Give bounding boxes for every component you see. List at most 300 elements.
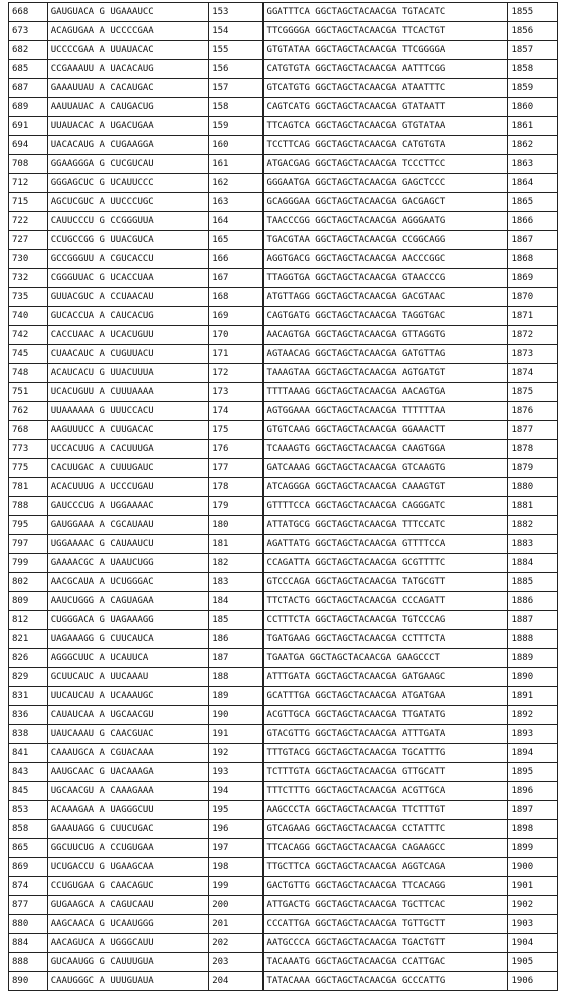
seq-id-cell: 1891 [508, 687, 558, 706]
rna-sequence-cell: UAUCAAAU G CAACGUAC [47, 725, 208, 744]
table-row [9, 22, 558, 41]
seq-id-cell: 1905 [508, 953, 558, 972]
table-row [9, 649, 558, 668]
rna-sequence-cell: GAUGGAAA A CGCAUAAU [47, 516, 208, 535]
seq-id-cell: 1901 [508, 877, 558, 896]
dnazyme-sequence-cell: GTCAGAAG GGCTAGCTACAACGA CCTATTTC [263, 820, 508, 839]
seq-id-cell: 186 [209, 630, 263, 649]
table-row [9, 858, 558, 877]
position-cell: 838 [9, 725, 48, 744]
table-row [9, 896, 558, 915]
dnazyme-sequence-cell: TGATGAAG GGCTAGCTACAACGA CCTTTCTA [263, 630, 508, 649]
dnazyme-sequence-cell: ATTTGATA GGCTAGCTACAACGA GATGAAGC [263, 668, 508, 687]
rna-sequence-cell: GAUGUACA G UGAAAUCC [47, 3, 208, 22]
rna-sequence-cell: GGGAGCUC G UCAUUCCC [47, 174, 208, 193]
seq-id-cell: 202 [209, 934, 263, 953]
table-row [9, 592, 558, 611]
dnazyme-sequence-cell: AATGCCCA GGCTAGCTACAACGA TGACTGTT [263, 934, 508, 953]
position-cell: 843 [9, 763, 48, 782]
table-row [9, 516, 558, 535]
position-cell: 853 [9, 801, 48, 820]
dnazyme-sequence-cell: TTTCTTTG GGCTAGCTACAACGA ACGTTGCA [263, 782, 508, 801]
seq-id-cell: 1882 [508, 516, 558, 535]
seq-id-cell: 1898 [508, 820, 558, 839]
seq-id-cell: 198 [209, 858, 263, 877]
seq-id-cell: 160 [209, 136, 263, 155]
seq-id-cell: 203 [209, 953, 263, 972]
seq-id-cell: 1899 [508, 839, 558, 858]
rna-sequence-cell: UCACUGUU A CUUUAAAA [47, 383, 208, 402]
table-row [9, 915, 558, 934]
seq-id-cell: 184 [209, 592, 263, 611]
seq-id-cell: 175 [209, 421, 263, 440]
rna-sequence-cell: AAGCAACA G UCAAUGGG [47, 915, 208, 934]
seq-id-cell: 192 [209, 744, 263, 763]
rna-sequence-cell: UUCAUCAU A UCAAAUGC [47, 687, 208, 706]
seq-id-cell: 174 [209, 402, 263, 421]
rna-sequence-cell: ACAUCACU G UUACUUUA [47, 364, 208, 383]
seq-id-cell: 1876 [508, 402, 558, 421]
seq-id-cell: 1873 [508, 345, 558, 364]
seq-id-cell: 1895 [508, 763, 558, 782]
rna-sequence-cell: UCCACUUG A CACUUUGA [47, 440, 208, 459]
position-cell: 809 [9, 592, 48, 611]
dnazyme-sequence-cell: GACTGTTG GGCTAGCTACAACGA TTCACAGG [263, 877, 508, 896]
rna-sequence-cell: AAUUAUAC A CAUGACUG [47, 98, 208, 117]
seq-id-cell: 1896 [508, 782, 558, 801]
seq-id-cell: 1857 [508, 41, 558, 60]
table-row [9, 839, 558, 858]
seq-id-cell: 1902 [508, 896, 558, 915]
seq-id-cell: 1860 [508, 98, 558, 117]
seq-id-cell: 1888 [508, 630, 558, 649]
dnazyme-sequence-cell: GGATTTCA GGCTAGCTACAACGA TGTACATC [263, 3, 508, 22]
rna-sequence-cell: AGGGCUUC A UCAUUCA [47, 649, 208, 668]
table-row [9, 155, 558, 174]
table-row [9, 554, 558, 573]
dnazyme-sequence-cell: AGATTATG GGCTAGCTACAACGA GTTTTCCA [263, 535, 508, 554]
rna-sequence-cell: GAAAUUAU A CACAUGAC [47, 79, 208, 98]
seq-id-cell: 1872 [508, 326, 558, 345]
seq-id-cell: 181 [209, 535, 263, 554]
seq-id-cell: 157 [209, 79, 263, 98]
rna-sequence-cell: GCUUCAUC A UUCAAAU [47, 668, 208, 687]
seq-id-cell: 191 [209, 725, 263, 744]
position-cell: 712 [9, 174, 48, 193]
rna-sequence-cell: UACACAUG A CUGAAGGA [47, 136, 208, 155]
seq-id-cell: 164 [209, 212, 263, 231]
rna-sequence-cell: GGCUUCUG A CCUGUGAA [47, 839, 208, 858]
table-row [9, 820, 558, 839]
seq-id-cell: 169 [209, 307, 263, 326]
seq-id-cell: 1866 [508, 212, 558, 231]
rna-sequence-cell: GAAAUAGG G CUUCUGAC [47, 820, 208, 839]
dnazyme-sequence-cell: TTTTAAAG GGCTAGCTACAACGA AACAGTGA [263, 383, 508, 402]
seq-id-cell: 1863 [508, 155, 558, 174]
dnazyme-sequence-cell: CCTTTCTA GGCTAGCTACAACGA TGTCCCAG [263, 611, 508, 630]
rna-sequence-cell: CUAACAUC A CUGUUACU [47, 345, 208, 364]
dnazyme-sequence-cell: CAGTGATG GGCTAGCTACAACGA TAGGTGAC [263, 307, 508, 326]
table-row [9, 573, 558, 592]
rna-sequence-cell: UGGAAAAC G CAUAAUCU [47, 535, 208, 554]
dnazyme-sequence-cell: GTACGTTG GGCTAGCTACAACGA ATTTGATA [263, 725, 508, 744]
rna-sequence-cell: ACAAAGAA A UAGGGCUU [47, 801, 208, 820]
table-row [9, 174, 558, 193]
seq-id-cell: 185 [209, 611, 263, 630]
table-row [9, 269, 558, 288]
position-cell: 762 [9, 402, 48, 421]
position-cell: 730 [9, 250, 48, 269]
dnazyme-sequence-cell: GTCATGTG GGCTAGCTACAACGA ATAATTTC [263, 79, 508, 98]
seq-id-cell: 178 [209, 478, 263, 497]
seq-id-cell: 167 [209, 269, 263, 288]
position-cell: 829 [9, 668, 48, 687]
seq-id-cell: 176 [209, 440, 263, 459]
rna-sequence-cell: CAAUGGGC A UUUGUAUA [47, 972, 208, 991]
position-cell: 742 [9, 326, 48, 345]
rna-sequence-cell: AGCUCGUC A UUCCCUGC [47, 193, 208, 212]
position-cell: 884 [9, 934, 48, 953]
table-row [9, 801, 558, 820]
dnazyme-sequence-cell: TCAAAGTG GGCTAGCTACAACGA CAAGTGGA [263, 440, 508, 459]
seq-id-cell: 1887 [508, 611, 558, 630]
dnazyme-sequence-cell: GGGAATGA GGCTAGCTACAACGA GAGCTCCC [263, 174, 508, 193]
dnazyme-sequence-cell: GCATTTGA GGCTAGCTACAACGA ATGATGAA [263, 687, 508, 706]
seq-id-cell: 158 [209, 98, 263, 117]
position-cell: 812 [9, 611, 48, 630]
position-cell: 836 [9, 706, 48, 725]
seq-id-cell: 155 [209, 41, 263, 60]
table-row [9, 3, 558, 22]
position-cell: 890 [9, 972, 48, 991]
table-row [9, 98, 558, 117]
rna-sequence-cell: CCUGCCGG G UUACGUCA [47, 231, 208, 250]
table-row [9, 630, 558, 649]
seq-id-cell: 166 [209, 250, 263, 269]
seq-id-cell: 1897 [508, 801, 558, 820]
dnazyme-sequence-cell: AAGCCCTA GGCTAGCTACAACGA TTCTTTGT [263, 801, 508, 820]
dnazyme-sequence-cell: GATCAAAG GGCTAGCTACAACGA GTCAAGTG [263, 459, 508, 478]
seq-id-cell: 194 [209, 782, 263, 801]
dnazyme-sequence-cell: ATGTTAGG GGCTAGCTACAACGA GACGTAAC [263, 288, 508, 307]
rna-sequence-cell: UGCAACGU A CAAAGAAA [47, 782, 208, 801]
seq-id-cell: 1862 [508, 136, 558, 155]
position-cell: 841 [9, 744, 48, 763]
position-cell: 845 [9, 782, 48, 801]
seq-id-cell: 177 [209, 459, 263, 478]
rna-sequence-cell: UAGAAAGG G CUUCAUCA [47, 630, 208, 649]
rna-sequence-cell: UCUGACCU G UGAAGCAA [47, 858, 208, 877]
position-cell: 869 [9, 858, 48, 877]
position-cell: 748 [9, 364, 48, 383]
seq-id-cell: 1894 [508, 744, 558, 763]
seq-id-cell: 189 [209, 687, 263, 706]
seq-id-cell: 173 [209, 383, 263, 402]
dnazyme-sequence-cell: GCAGGGAA GGCTAGCTACAACGA GACGAGCT [263, 193, 508, 212]
position-cell: 715 [9, 193, 48, 212]
dnazyme-sequence-cell: TTCACAGG GGCTAGCTACAACGA CAGAAGCC [263, 839, 508, 858]
position-cell: 795 [9, 516, 48, 535]
position-cell: 826 [9, 649, 48, 668]
seq-id-cell: 179 [209, 497, 263, 516]
rna-sequence-cell: UUAUACAC A UGACUGAA [47, 117, 208, 136]
position-cell: 722 [9, 212, 48, 231]
table-row [9, 611, 558, 630]
rna-sequence-cell: AAUCUGGG A CAGUAGAA [47, 592, 208, 611]
position-cell: 691 [9, 117, 48, 136]
seq-id-cell: 1870 [508, 288, 558, 307]
table-row [9, 117, 558, 136]
seq-id-cell: 1883 [508, 535, 558, 554]
seq-id-cell: 1864 [508, 174, 558, 193]
dnazyme-sequence-cell: AACAGTGA GGCTAGCTACAACGA GTTAGGTG [263, 326, 508, 345]
seq-id-cell: 1878 [508, 440, 558, 459]
seq-id-cell: 1885 [508, 573, 558, 592]
seq-id-cell: 199 [209, 877, 263, 896]
position-cell: 821 [9, 630, 48, 649]
dnazyme-sequence-cell: TAAAGTAA GGCTAGCTACAACGA AGTGATGT [263, 364, 508, 383]
seq-id-cell: 162 [209, 174, 263, 193]
rna-sequence-cell: GUUACGUC A CCUAACAU [47, 288, 208, 307]
position-cell: 668 [9, 3, 48, 22]
dnazyme-sequence-cell: TCCTTCAG GGCTAGCTACAACGA CATGTGTA [263, 136, 508, 155]
position-cell: 831 [9, 687, 48, 706]
seq-id-cell: 1879 [508, 459, 558, 478]
rna-sequence-cell: GUCACCUA A CAUCACUG [47, 307, 208, 326]
dnazyme-sequence-cell: GTGTATAA GGCTAGCTACAACGA TTCGGGGA [263, 41, 508, 60]
rna-sequence-cell: GAUCCCUG A UGGAAAAC [47, 497, 208, 516]
table-row [9, 326, 558, 345]
position-cell: 685 [9, 60, 48, 79]
seq-id-cell: 1859 [508, 79, 558, 98]
dnazyme-sequence-cell: TTGCTTCA GGCTAGCTACAACGA AGGTCAGA [263, 858, 508, 877]
dnazyme-sequence-cell: ATTATGCG GGCTAGCTACAACGA TTTCCATC [263, 516, 508, 535]
table-row [9, 687, 558, 706]
seq-id-cell: 187 [209, 649, 263, 668]
dnazyme-sequence-cell: TTTGTACG GGCTAGCTACAACGA TGCATTTG [263, 744, 508, 763]
position-cell: 735 [9, 288, 48, 307]
table-row [9, 953, 558, 972]
rna-sequence-cell: ACAGUGAA A UCCCCGAA [47, 22, 208, 41]
seq-id-cell: 1884 [508, 554, 558, 573]
sequence-table-body [9, 3, 558, 991]
seq-id-cell: 165 [209, 231, 263, 250]
position-cell: 781 [9, 478, 48, 497]
dnazyme-sequence-cell: AGTAACAG GGCTAGCTACAACGA GATGTTAG [263, 345, 508, 364]
position-cell: 745 [9, 345, 48, 364]
seq-id-cell: 1903 [508, 915, 558, 934]
dnazyme-sequence-cell: ATCAGGGA GGCTAGCTACAACGA CAAAGTGT [263, 478, 508, 497]
rna-sequence-cell: CACUUGAC A CUUUGAUC [47, 459, 208, 478]
seq-id-cell: 172 [209, 364, 263, 383]
dnazyme-sequence-cell: TAACCCGG GGCTAGCTACAACGA AGGGAATG [263, 212, 508, 231]
position-cell: 740 [9, 307, 48, 326]
dnazyme-sequence-cell: GTTTTCCA GGCTAGCTACAACGA CAGGGATC [263, 497, 508, 516]
seq-id-cell: 182 [209, 554, 263, 573]
position-cell: 880 [9, 915, 48, 934]
position-cell: 768 [9, 421, 48, 440]
table-row [9, 60, 558, 79]
seq-id-cell: 1867 [508, 231, 558, 250]
rna-sequence-cell: GUCAAUGG G CAUUUGUA [47, 953, 208, 972]
seq-id-cell: 204 [209, 972, 263, 991]
seq-id-cell: 1906 [508, 972, 558, 991]
seq-id-cell: 180 [209, 516, 263, 535]
rna-sequence-cell: CGGGUUAC G UCACCUAA [47, 269, 208, 288]
sequence-table [8, 2, 558, 991]
seq-id-cell: 170 [209, 326, 263, 345]
position-cell: 797 [9, 535, 48, 554]
position-cell: 858 [9, 820, 48, 839]
seq-id-cell: 159 [209, 117, 263, 136]
position-cell: 865 [9, 839, 48, 858]
position-cell: 799 [9, 554, 48, 573]
seq-id-cell: 1871 [508, 307, 558, 326]
dnazyme-sequence-cell: TATACAAA GGCTAGCTACAACGA GCCCATTG [263, 972, 508, 991]
table-row [9, 706, 558, 725]
position-cell: 732 [9, 269, 48, 288]
table-row [9, 41, 558, 60]
seq-id-cell: 1855 [508, 3, 558, 22]
rna-sequence-cell: CACCUAAC A UCACUGUU [47, 326, 208, 345]
dnazyme-sequence-cell: ACGTTGCA GGCTAGCTACAACGA TTGATATG [263, 706, 508, 725]
table-row [9, 763, 558, 782]
rna-sequence-cell: CCUGUGAA G CAACAGUC [47, 877, 208, 896]
dnazyme-sequence-cell: AGTGGAAA GGCTAGCTACAACGA TTTTTTAA [263, 402, 508, 421]
seq-id-cell: 1865 [508, 193, 558, 212]
seq-id-cell: 1877 [508, 421, 558, 440]
seq-id-cell: 1875 [508, 383, 558, 402]
position-cell: 708 [9, 155, 48, 174]
seq-id-cell: 1889 [508, 649, 558, 668]
seq-id-cell: 197 [209, 839, 263, 858]
table-row [9, 79, 558, 98]
table-row [9, 231, 558, 250]
table-row [9, 668, 558, 687]
seq-id-cell: 1869 [508, 269, 558, 288]
seq-id-cell: 154 [209, 22, 263, 41]
rna-sequence-cell: AAUGCAAC G UACAAAGA [47, 763, 208, 782]
position-cell: 682 [9, 41, 48, 60]
dnazyme-sequence-cell: CCCATTGA GGCTAGCTACAACGA TGTTGCTT [263, 915, 508, 934]
position-cell: 687 [9, 79, 48, 98]
seq-id-cell: 193 [209, 763, 263, 782]
rna-sequence-cell: UUAAAAAA G UUUCCACU [47, 402, 208, 421]
seq-id-cell: 1880 [508, 478, 558, 497]
position-cell: 877 [9, 896, 48, 915]
position-cell: 689 [9, 98, 48, 117]
rna-sequence-cell: AACGCAUA A UCUGGGAC [47, 573, 208, 592]
table-row [9, 193, 558, 212]
seq-id-cell: 1881 [508, 497, 558, 516]
position-cell: 751 [9, 383, 48, 402]
dnazyme-sequence-cell: TTCAGTCA GGCTAGCTACAACGA GTGTATAA [263, 117, 508, 136]
rna-sequence-cell: AAGUUUCC A CUUGACAC [47, 421, 208, 440]
dnazyme-sequence-cell: TGACGTAA GGCTAGCTACAACGA CCGGCAGG [263, 231, 508, 250]
rna-sequence-cell: CAAAUGCA A CGUACAAA [47, 744, 208, 763]
table-row [9, 364, 558, 383]
seq-id-cell: 200 [209, 896, 263, 915]
dnazyme-sequence-cell: CATGTGTA GGCTAGCTACAACGA AATTTCGG [263, 60, 508, 79]
rna-sequence-cell: GGAAGGGA G CUCGUCAU [47, 155, 208, 174]
position-cell: 727 [9, 231, 48, 250]
table-row [9, 535, 558, 554]
seq-id-cell: 196 [209, 820, 263, 839]
table-row [9, 307, 558, 326]
table-row [9, 440, 558, 459]
position-cell: 694 [9, 136, 48, 155]
table-row [9, 421, 558, 440]
dnazyme-sequence-cell: TGAATGA GGCTAGCTACAACGA GAAGCCCT [263, 649, 508, 668]
dnazyme-sequence-cell: GTGTCAAG GGCTAGCTACAACGA GGAAACTT [263, 421, 508, 440]
position-cell: 673 [9, 22, 48, 41]
rna-sequence-cell: GUGAAGCA A CAGUCAAU [47, 896, 208, 915]
position-cell: 802 [9, 573, 48, 592]
seq-id-cell: 153 [209, 3, 263, 22]
table-row [9, 402, 558, 421]
rna-sequence-cell: AACAGUCA A UGGGCAUU [47, 934, 208, 953]
dnazyme-sequence-cell: TACAAATG GGCTAGCTACAACGA CCATTGAC [263, 953, 508, 972]
position-cell: 888 [9, 953, 48, 972]
seq-id-cell: 201 [209, 915, 263, 934]
table-row [9, 478, 558, 497]
position-cell: 775 [9, 459, 48, 478]
table-row [9, 459, 558, 478]
seq-id-cell: 195 [209, 801, 263, 820]
seq-id-cell: 156 [209, 60, 263, 79]
table-row [9, 877, 558, 896]
rna-sequence-cell: GAAAACGC A UAAUCUGG [47, 554, 208, 573]
seq-id-cell: 1856 [508, 22, 558, 41]
dnazyme-sequence-cell: GTCCCAGA GGCTAGCTACAACGA TATGCGTT [263, 573, 508, 592]
seq-id-cell: 1890 [508, 668, 558, 687]
seq-id-cell: 161 [209, 155, 263, 174]
table-row [9, 972, 558, 991]
rna-sequence-cell: UCCCCGAA A UUAUACAC [47, 41, 208, 60]
rna-sequence-cell: CAUAUCAA A UGCAACGU [47, 706, 208, 725]
dnazyme-sequence-cell: TTAGGTGA GGCTAGCTACAACGA GTAACCCG [263, 269, 508, 288]
seq-id-cell: 1874 [508, 364, 558, 383]
table-row [9, 212, 558, 231]
dnazyme-sequence-cell: TCTTTGTA GGCTAGCTACAACGA GTTGCATT [263, 763, 508, 782]
dnazyme-sequence-cell: AGGTGACG GGCTAGCTACAACGA AACCCGGC [263, 250, 508, 269]
rna-sequence-cell: ACACUUUG A UCCCUGAU [47, 478, 208, 497]
table-row [9, 383, 558, 402]
seq-id-cell: 188 [209, 668, 263, 687]
seq-id-cell: 1900 [508, 858, 558, 877]
rna-sequence-cell: CUGGGACA G UAGAAAGG [47, 611, 208, 630]
seq-id-cell: 1861 [508, 117, 558, 136]
seq-id-cell: 168 [209, 288, 263, 307]
table-row [9, 744, 558, 763]
rna-sequence-cell: GCCGGGUU A CGUCACCU [47, 250, 208, 269]
rna-sequence-cell: CCGAAAUU A UACACAUG [47, 60, 208, 79]
position-cell: 773 [9, 440, 48, 459]
seq-id-cell: 171 [209, 345, 263, 364]
dnazyme-sequence-cell: TTCTACTG GGCTAGCTACAACGA CCCAGATT [263, 592, 508, 611]
table-row [9, 345, 558, 364]
position-cell: 788 [9, 497, 48, 516]
dnazyme-sequence-cell: TTCGGGGA GGCTAGCTACAACGA TTCACTGT [263, 22, 508, 41]
seq-id-cell: 1893 [508, 725, 558, 744]
table-row [9, 782, 558, 801]
dnazyme-sequence-cell: CCAGATTA GGCTAGCTACAACGA GCGTTTTC [263, 554, 508, 573]
seq-id-cell: 163 [209, 193, 263, 212]
dnazyme-sequence-cell: ATGACGAG GGCTAGCTACAACGA TCCCTTCC [263, 155, 508, 174]
seq-id-cell: 183 [209, 573, 263, 592]
table-row [9, 725, 558, 744]
seq-id-cell: 1858 [508, 60, 558, 79]
